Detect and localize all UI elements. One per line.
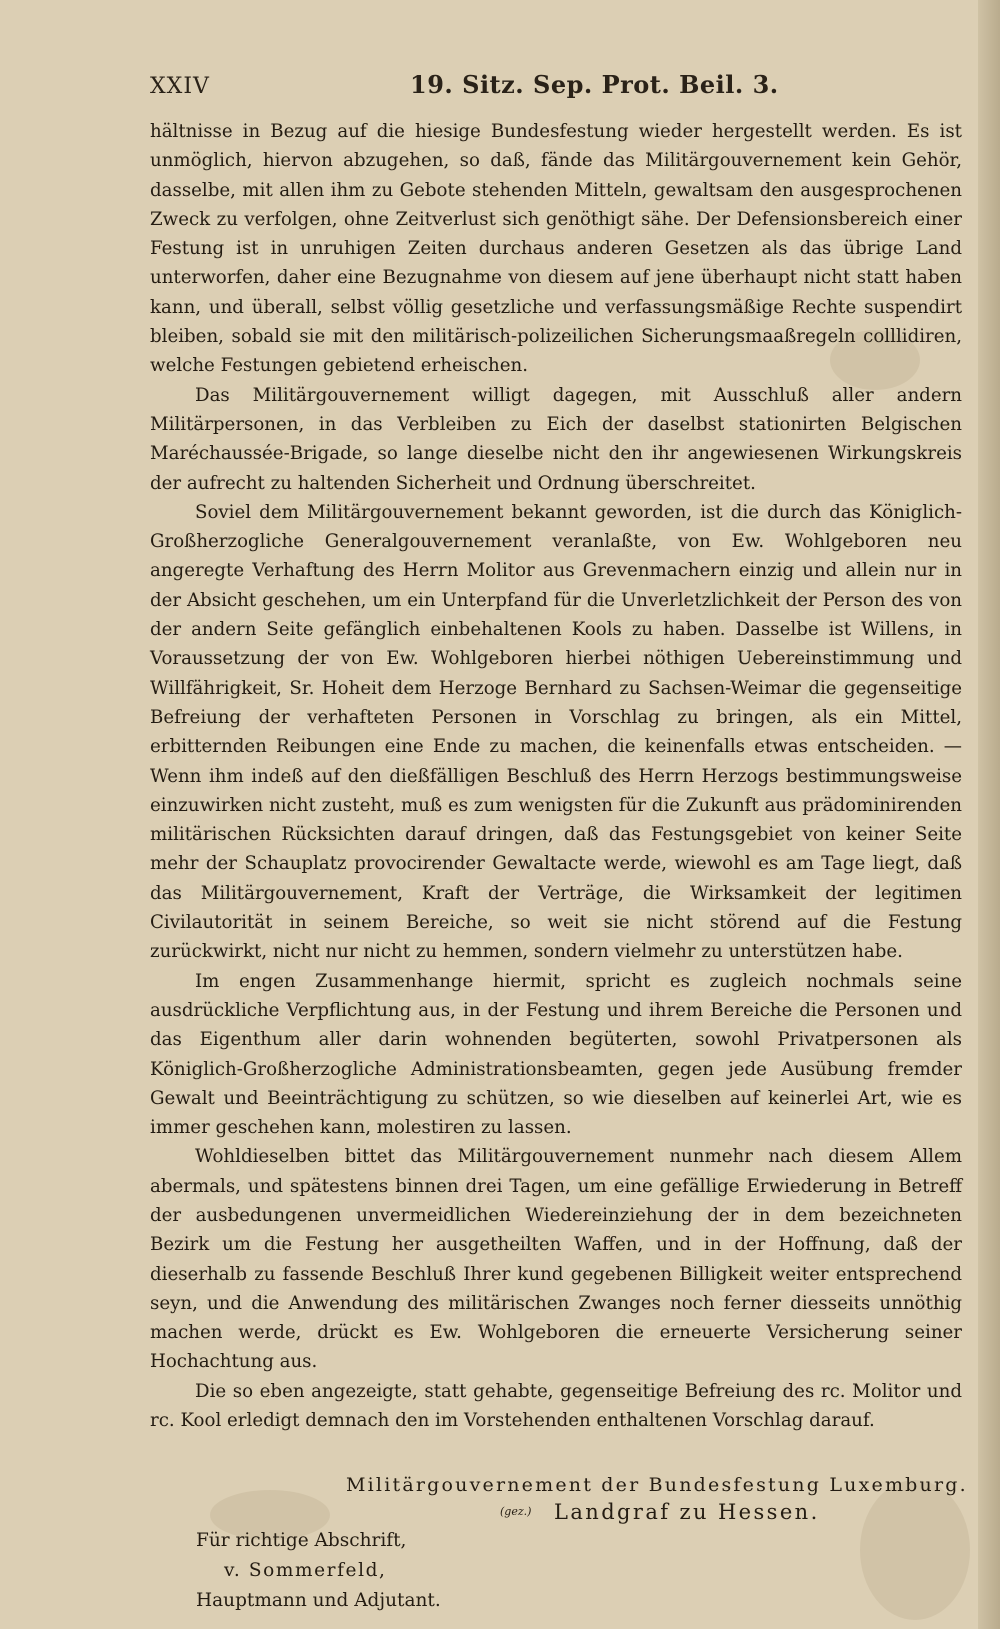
signature-block — [0, 1474, 1000, 1629]
page-edge-shadow — [978, 0, 1000, 1629]
signing-authority: Militärgouvernement der Bundesfestung Luxemburg. — [346, 1474, 968, 1496]
certification-line: Für richtige Abschrift, — [196, 1530, 407, 1551]
page-header — [150, 70, 940, 106]
running-head: 19. Sitz. Sep. Prot. Beil. 3. — [410, 70, 779, 99]
paragraph: Soviel dem Militärgouvernement bekannt geworden, ist die durch das Königlich-Großherzogliche Generalgouvernement veranlaßte, von Ew. Wohlgeboren neu angeregte Verhaftung des Herrn Molitor aus Grevenmachern einzig und allein nur in der Absicht geschehen, um ein Unterpfand für die Unverletzlichkeit der Person des von der andern Seite gefänglich einbehaltenen Kools zu haben. Dasselbe ist Willens, in Voraussetzung der von Ew. Wohlgeboren hierbei nöthigen Uebereinstimmung und Willfährigkeit, Sr. Hoheit dem Herzoge Bernhard zu Sachsen-Weimar die gegenseitige Befreiung der verhafteten Personen in Vorschlag zu bringen, als ein Mittel, erbitternden Reibungen eine Ende zu machen, die keinenfalls etwas entscheiden. — Wenn ihm indeß auf den dießfälligen Beschluß des Herrn Herzogs bestimmungsweise einzuwirken nicht zusteht, muß es zum wenigsten für die Zukunft aus prädominirenden militärischen Rücksichten darauf dringen, daß das Festungsgebiet von keiner Seite mehr der Schauplatz provocirender Gewaltacte werde, wiewohl es am Tage liegt, daß das Militärgouvernement, Kraft der Verträge, die Wirksamkeit der legitimen Civilautorität in seinem Bereiche, so weit sie nicht störend auf die Festung zurückwirkt, nicht nur nicht zu hemmen, sondern vielmehr zu unterstützen habe. — [150, 501, 962, 963]
signatory-name: Landgraf zu Hessen. — [554, 1500, 820, 1524]
certifier-name: v. Sommerfeld, — [224, 1560, 387, 1581]
body-text — [150, 117, 962, 1435]
signed-marker: (gez.) — [500, 1505, 532, 1518]
certifier-title: Hauptmann und Adjutant. — [196, 1590, 441, 1611]
page-number: XXIV — [150, 74, 210, 99]
paragraph: Wohldieselben bittet das Militärgouvernement nunmehr nach diesem Allem abermals, und spätestens binnen drei Tagen, um eine gefällige Erwiederung in Betreff der ausbedungenen unvermeidlichen Wiedereinziehung der in dem bezeichneten Bezirk um die Festung her ausgetheilten Waffen, und in der Hoffnung, daß der dieserhalb zu fassende Beschluß Ihrer kund gegebenen Billigkeit weiter entsprechend seyn, und die Anwendung des militärischen Zwanges noch ferner diesseits unnöthig machen werde, drückt es Ew. Wohlgeboren die erneuerte Versicherung seiner Hochachtung aus. — [150, 1146, 962, 1373]
paragraph: hältnisse in Bezug auf die hiesige Bundesfestung wieder hergestellt werden. Es ist unmöglich, hiervon abzugehen, so daß, fände das Militärgouvernement kein Gehör, dasselbe, mit allen ihm zu Gebote stehenden Mitteln, gewaltsam den ausgesprochenen Zweck zu verfolgen, ohne Zeitverlust sich genöthigt sähe. Der Defensionsbereich einer Festung ist in unruhigen Zeiten durchaus anderen Gesetzen als das übrige Land unterworfen, daher eine Bezugnahme von diesem auf jene überhaupt nicht statt haben kann, und überall, selbst völlig gesetzliche und verfassungsmäßige Rechte suspendirt bleiben, sobald sie mit den militärisch-polizeilichen Sicherungsmaaßregeln colllidiren, welche Festungen gebietend erheischen. — [150, 121, 962, 377]
paragraph: Das Militärgouvernement willigt dagegen, mit Ausschluß aller andern Militärpersonen, in das Verbleiben zu Eich der daselbst stationirten Belgischen Maréchaussée-Brigade, so lange dieselbe nicht den ihr angewiesenen Wirkungskreis der aufrecht zu haltenden Sicherheit und Ordnung überschreitet. — [150, 384, 962, 494]
paragraph: Die so eben angezeigte, statt gehabte, gegenseitige Befreiung des rc. Molitor und rc. Kool erledigt demnach den im Vorstehenden enthaltenen Vorschlag darauf. — [150, 1380, 962, 1432]
paragraph: Im engen Zusammenhange hiermit, spricht es zugleich nochmals seine ausdrückliche Verpflichtung aus, in der Festung und ihrem Bereiche die Personen und das Eigenthum aller darin wohnenden begüterten, sowohl Privatpersonen als Königlich-Großherzogliche Administrationsbeamten, gegen jede Ausübung fremder Gewalt und Beeinträchtigung zu schützen, so wie dieselben auf keinerlei Art, wie es immer geschehen kann, molestiren zu lassen. — [150, 970, 962, 1139]
